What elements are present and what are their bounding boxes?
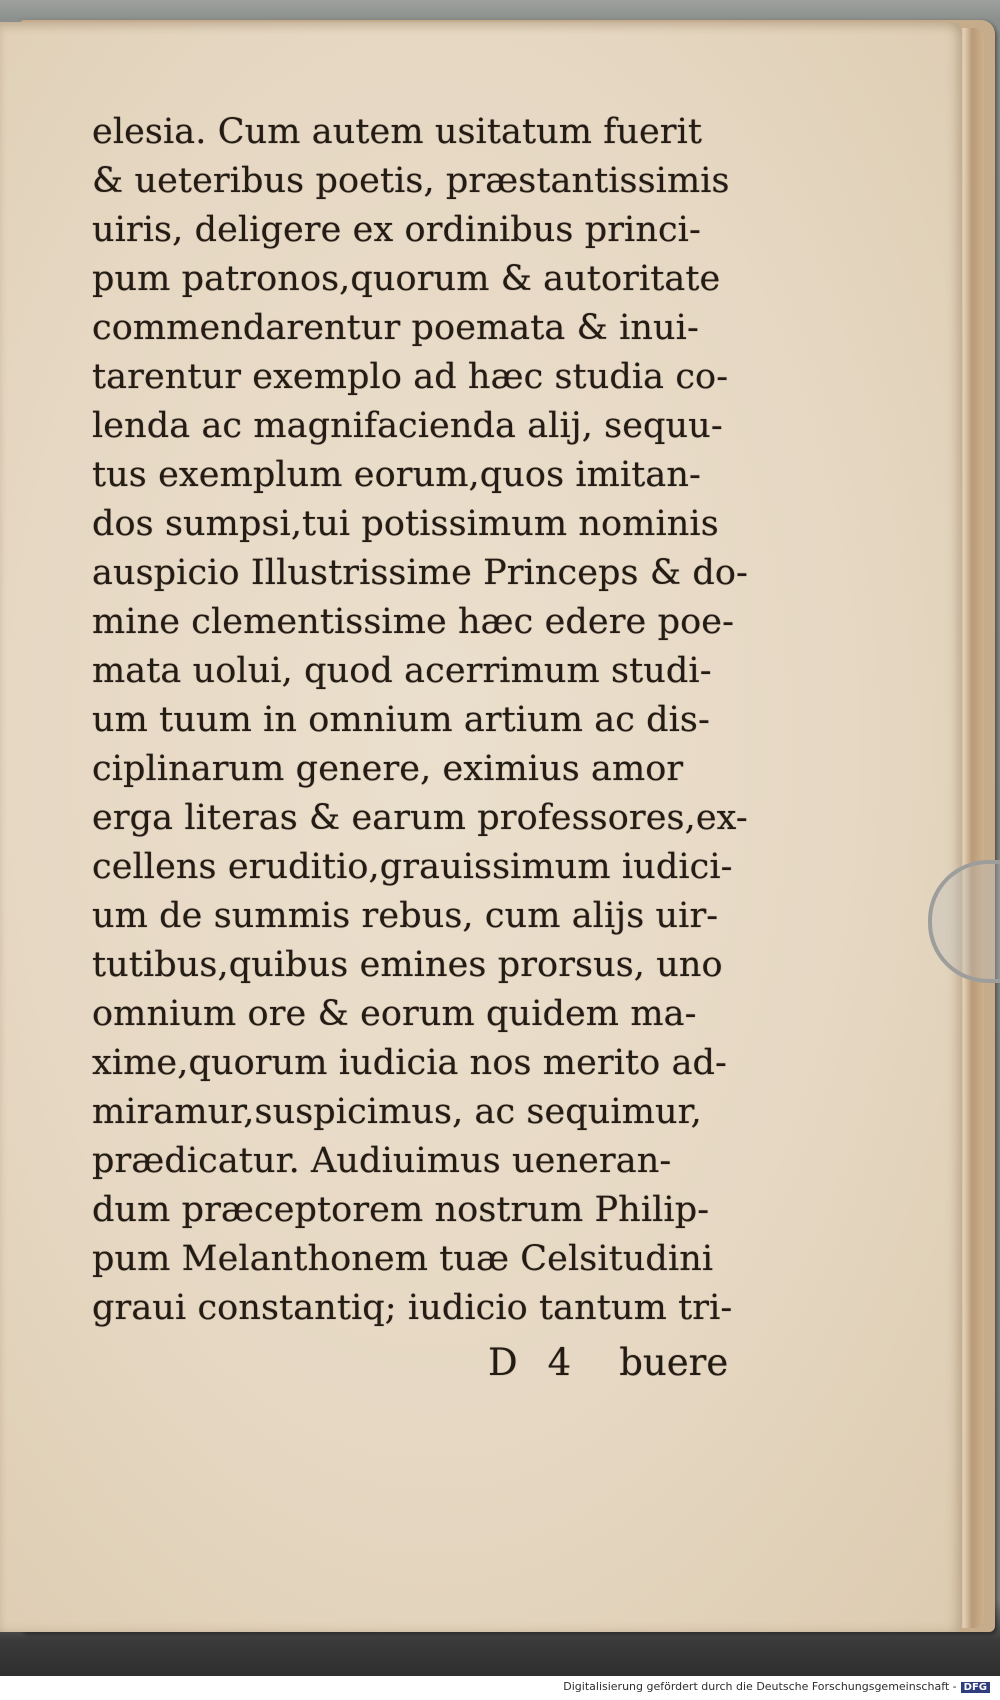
text-line: graui constantiq; iudicio tantum tri- — [92, 1288, 733, 1328]
dfg-logo: DFG — [961, 1682, 990, 1693]
text-line: miramur,suspicimus, ac sequimur, — [92, 1092, 702, 1132]
text-line: mata uolui, quod acerrimum studi- — [92, 651, 712, 691]
text-line: cellens eruditio,grauissimum iudici- — [92, 847, 733, 887]
footer-credit — [563, 1680, 990, 1693]
book-page — [0, 22, 962, 1632]
catchword: buere — [619, 1341, 729, 1384]
text-line: xime,quorum iudicia nos merito ad- — [92, 1043, 727, 1083]
text-line: tutibus,quibus emines prorsus, uno — [92, 945, 723, 985]
text-line: uiris, deligere ex ordinibus princi- — [92, 210, 701, 250]
signature-number: 4 — [547, 1341, 572, 1384]
footer-bar — [0, 1676, 1000, 1700]
text-line: tus exemplum eorum,quos imitan- — [92, 455, 701, 495]
text-line: pum Melanthonem tuæ Celsitudini — [92, 1239, 714, 1279]
text-line: lenda ac magnifacienda alij, sequu- — [92, 406, 723, 446]
text-line: auspicio Illustrissime Princeps & do- — [92, 553, 748, 593]
text-line: ciplinarum genere, eximius amor — [92, 749, 684, 789]
text-line: & ueteribus poetis, præstantissimis — [92, 161, 730, 201]
text-line: pum patronos,quorum & autoritate — [92, 259, 721, 299]
text-line: um tuum in omnium artium ac dis- — [92, 700, 710, 740]
body-text — [92, 108, 772, 1333]
text-line: tarentur exemplo ad hæc studia co- — [92, 357, 729, 397]
text-line: dos sumpsi,tui potissimum nominis — [92, 504, 719, 544]
text-line: um de summis rebus, cum alijs uir- — [92, 896, 719, 936]
text-line: dum præceptorem nostrum Philip- — [92, 1190, 710, 1230]
footer-credit-text: Digitalisierung gefördert durch die Deutsche Forschungsgemeinschaft - — [563, 1680, 957, 1693]
text-line: mine clementissime hæc edere poe- — [92, 602, 734, 642]
text-line: prædicatur. Audiuimus ueneran- — [92, 1141, 672, 1181]
text-line: omnium ore & eorum quidem ma- — [92, 994, 697, 1034]
signature-line — [488, 1338, 728, 1388]
text-line: elesia. Cum autem usitatum fuerit — [92, 112, 703, 152]
signature-mark: D — [488, 1341, 518, 1384]
text-line: commendarentur poemata & inui- — [92, 308, 699, 348]
text-line: erga literas & earum professores,ex- — [92, 798, 748, 838]
